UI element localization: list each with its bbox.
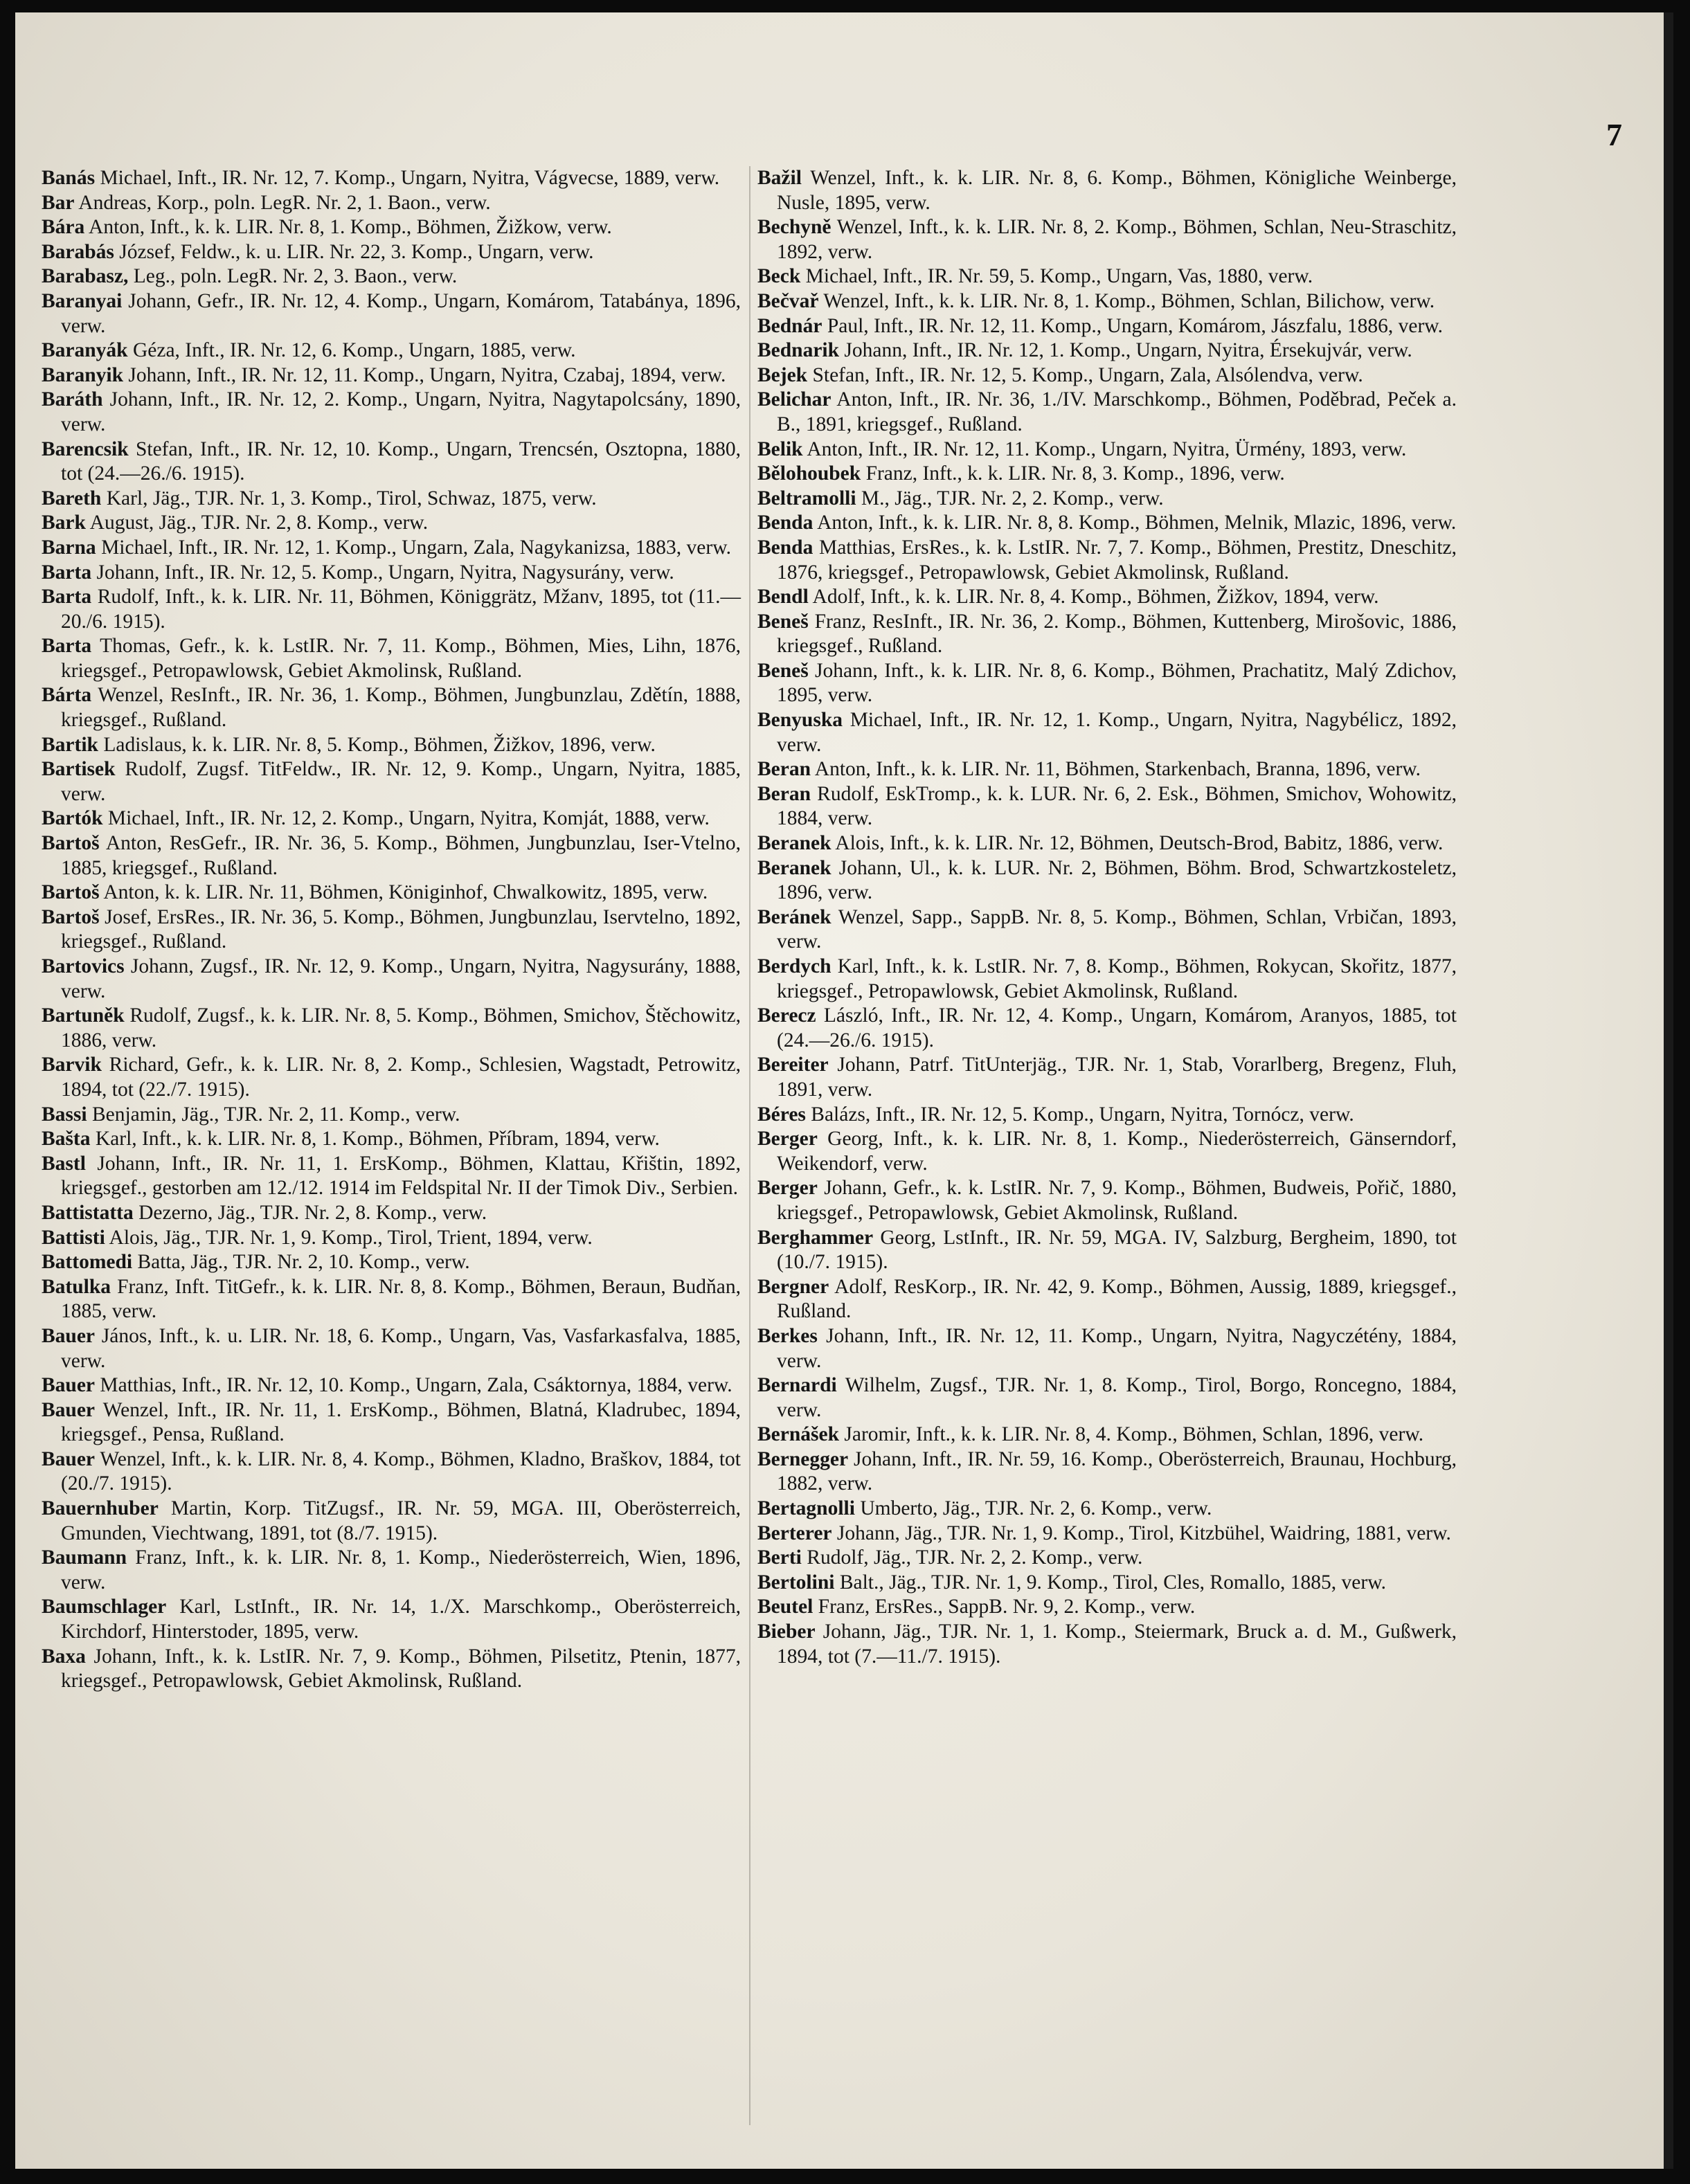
entry-details: Johann, Inft., IR. Nr. 59, 16. Komp., Oberösterreich, Braunau, Hochburg, 1882, verw. bbox=[777, 1447, 1457, 1495]
entry-details: Dezerno, Jäg., TJR. Nr. 2, 8. Komp., verw. bbox=[133, 1201, 487, 1224]
left-column bbox=[42, 166, 741, 1694]
entry-surname: Beránek bbox=[757, 905, 831, 928]
entry-surname: Bartuněk bbox=[42, 1004, 125, 1027]
entry-details: Stefan, Inft., IR. Nr. 12, 10. Komp., Ungarn, Trencsén, Osztopna, 1880, tot (24.—26./6. 1915). bbox=[61, 437, 741, 485]
list-entry bbox=[757, 215, 1457, 264]
entry-surname: Bednár bbox=[757, 314, 822, 337]
entry-details: Johann, Inft., k. k. LIR. Nr. 8, 6. Komp., Böhmen, Prachatitz, Malý Zdichov, 1895, verw. bbox=[777, 659, 1457, 707]
list-entry bbox=[42, 1497, 741, 1546]
list-entry bbox=[757, 1595, 1457, 1620]
list-entry bbox=[757, 1571, 1457, 1596]
entry-details: Johann, Inft., IR. Nr. 12, 11. Komp., Ungarn, Nyitra, Nagyczétény, 1884, verw. bbox=[777, 1324, 1457, 1372]
entry-details: Rudolf, Inft., k. k. LIR. Nr. 11, Böhmen, Königgrätz, Mžanv, 1895, tot (11.—20./6. 1915). bbox=[61, 586, 741, 633]
list-entry bbox=[757, 264, 1457, 289]
entry-details: Wenzel, Sapp., SappB. Nr. 8, 5. Komp., Böhmen, Schlan, Vrbičan, 1893, verw. bbox=[777, 905, 1457, 953]
entry-details: Josef, ErsRes., IR. Nr. 36, 5. Komp., Böhmen, Jungbunzlau, Iservtelno, 1892, kriegsgef., Rußland. bbox=[61, 905, 741, 953]
list-entry bbox=[757, 1226, 1457, 1275]
entry-surname: Bartoš bbox=[42, 905, 100, 928]
entry-surname: Bassi bbox=[42, 1103, 87, 1126]
list-entry bbox=[757, 487, 1457, 512]
entry-details: Andreas, Korp., poln. LegR. Nr. 2, 1. Baon., verw. bbox=[74, 191, 491, 214]
entry-details: Michael, Inft., IR. Nr. 12, 1. Komp., Ungarn, Nyitra, Nagybélicz, 1892, verw. bbox=[777, 709, 1457, 756]
list-entry bbox=[42, 191, 741, 216]
entry-surname: Beranek bbox=[757, 856, 831, 879]
entry-surname: Belik bbox=[757, 437, 803, 460]
list-entry bbox=[42, 1004, 741, 1053]
list-entry bbox=[42, 339, 741, 363]
entry-surname: Bieber bbox=[757, 1621, 816, 1643]
list-entry bbox=[757, 511, 1457, 536]
entry-details: Thomas, Gefr., k. k. LstIR. Nr. 7, 11. Komp., Böhmen, Mies, Lihn, 1876, kriegsgef., Petropawlowsk, Gebiet Akmolinsk, Rußland. bbox=[61, 635, 741, 682]
list-entry bbox=[42, 1373, 741, 1398]
list-entry bbox=[42, 511, 741, 536]
entry-details: Alois, Inft., k. k. LIR. Nr. 12, Böhmen, Deutsch-Brod, Babitz, 1886, verw. bbox=[831, 832, 1444, 855]
entry-details: Jaromir, Inft., k. k. LIR. Nr. 8, 4. Komp., Böhmen, Schlan, 1896, verw. bbox=[839, 1423, 1424, 1446]
list-entry bbox=[757, 314, 1457, 339]
entry-details: Wilhelm, Zugsf., TJR. Nr. 1, 8. Komp., Tirol, Borgo, Roncegno, 1884, verw. bbox=[777, 1374, 1457, 1421]
entry-surname: Baranyik bbox=[42, 363, 124, 386]
entry-details: Franz, Inft., k. k. LIR. Nr. 8, 3. Komp., 1896, verw. bbox=[861, 462, 1285, 485]
entry-surname: Bernášek bbox=[757, 1423, 839, 1446]
entry-details: Johann, Patrf. TitUnterjäg., TJR. Nr. 1, Stab, Vorarlberg, Bregenz, Fluh, 1891, verw. bbox=[777, 1054, 1457, 1101]
entry-surname: Berdych bbox=[757, 955, 831, 977]
entry-surname: Beltramolli bbox=[757, 487, 856, 509]
list-entry bbox=[757, 1004, 1457, 1053]
list-entry bbox=[42, 1398, 741, 1447]
page-number: 7 bbox=[1606, 117, 1622, 152]
entry-surname: Benda bbox=[757, 512, 813, 534]
entry-surname: Barabás bbox=[42, 240, 114, 263]
entry-details: Johann, Inft., IR. Nr. 12, 2. Komp., Ungarn, Nyitra, Nagytapolcsány, 1890, verw. bbox=[61, 388, 741, 435]
entry-surname: Bartovics bbox=[42, 955, 125, 977]
list-entry bbox=[757, 166, 1457, 215]
entry-surname: Bastl bbox=[42, 1152, 86, 1175]
list-entry bbox=[42, 1152, 741, 1201]
entry-details: Georg, Inft., k. k. LIR. Nr. 8, 1. Komp., Niederösterreich, Gänserndorf, Weikendorf, verw. bbox=[777, 1128, 1457, 1175]
list-entry bbox=[757, 289, 1457, 314]
entry-details: Martin, Korp. TitZugsf., IR. Nr. 59, MGA. III, Oberösterreich, Gmunden, Viechtwang, 1891, tot (8./7. 1915). bbox=[61, 1497, 741, 1544]
entry-surname: Bernegger bbox=[757, 1447, 849, 1470]
entry-details: Ladislaus, k. k. LIR. Nr. 8, 5. Komp., Böhmen, Žižkov, 1896, verw. bbox=[98, 733, 656, 756]
list-entry bbox=[757, 388, 1457, 437]
entry-details: Rudolf, EskTromp., k. k. LUR. Nr. 6, 2. Esk., Böhmen, Smichov, Wohowitz, 1884, verw. bbox=[777, 782, 1457, 830]
entry-surname: Beck bbox=[757, 265, 801, 288]
entry-surname: Berghammer bbox=[757, 1226, 874, 1249]
list-entry bbox=[757, 1176, 1457, 1225]
list-entry bbox=[757, 708, 1457, 757]
entry-surname: Barta bbox=[42, 561, 92, 584]
entry-surname: Bečvař bbox=[757, 289, 819, 312]
list-entry bbox=[42, 1595, 741, 1644]
document-page bbox=[15, 12, 1673, 2169]
entry-details: Rudolf, Jäg., TJR. Nr. 2, 2. Komp., verw. bbox=[801, 1546, 1143, 1569]
entry-surname: Berterer bbox=[757, 1522, 832, 1544]
list-entry bbox=[757, 1053, 1457, 1102]
entry-surname: Bereiter bbox=[757, 1054, 829, 1076]
entry-details: Balázs, Inft., IR. Nr. 12, 5. Komp., Ungarn, Nyitra, Tornócz, verw. bbox=[805, 1103, 1354, 1126]
entry-surname: Barencsik bbox=[42, 437, 129, 460]
entry-details: Anton, Inft., k. k. LIR. Nr. 8, 8. Komp., Böhmen, Melnik, Mlazic, 1896, verw. bbox=[813, 512, 1457, 534]
list-entry bbox=[757, 905, 1457, 955]
entry-details: János, Inft., k. u. LIR. Nr. 18, 6. Komp., Ungarn, Vas, Vasfarkasfalva, 1885, verw. bbox=[61, 1324, 741, 1372]
entry-surname: Bejek bbox=[757, 363, 808, 386]
list-entry bbox=[42, 1103, 741, 1128]
entry-surname: Bergner bbox=[757, 1275, 829, 1298]
list-entry bbox=[42, 536, 741, 561]
entry-details: Wenzel, ResInft., IR. Nr. 36, 1. Komp., Böhmen, Jungbunzlau, Zdětín, 1888, kriegsgef., Rußland. bbox=[61, 684, 741, 732]
entry-details: József, Feldw., k. u. LIR. Nr. 22, 3. Komp., Ungarn, verw. bbox=[114, 240, 594, 263]
entry-details: Johann, Inft., k. k. LstIR. Nr. 7, 9. Komp., Böhmen, Pilsetitz, Ptenin, 1877, kriegsgef., Petropawlowsk, Gebiet Akmolinsk, Rußland. bbox=[61, 1645, 741, 1693]
entry-surname: Belichar bbox=[757, 388, 831, 411]
entry-surname: Bartók bbox=[42, 807, 103, 830]
list-entry bbox=[757, 1497, 1457, 1522]
list-entry bbox=[42, 1324, 741, 1373]
entry-details: Anton, k. k. LIR. Nr. 11, Böhmen, Königinhof, Chwalkowitz, 1895, verw. bbox=[99, 881, 708, 904]
entry-details: Wenzel, Inft., k. k. LIR. Nr. 8, 6. Komp., Böhmen, Königliche Weinberge, Nusle, 1895, verw. bbox=[777, 167, 1457, 214]
entry-surname: Bernardi bbox=[757, 1374, 837, 1397]
entry-surname: Bark bbox=[42, 512, 86, 534]
entry-surname: Beutel bbox=[757, 1596, 813, 1618]
entry-surname: Barta bbox=[42, 586, 92, 608]
list-entry bbox=[42, 585, 741, 634]
entry-details: Umberto, Jäg., TJR. Nr. 2, 6. Komp., verw. bbox=[854, 1497, 1212, 1520]
entry-surname: Battisti bbox=[42, 1226, 105, 1249]
entry-details: Wenzel, Inft., k. k. LIR. Nr. 8, 4. Komp., Böhmen, Kladno, Braškov, 1884, tot (20./7. 1915). bbox=[61, 1447, 741, 1495]
entry-surname: Beranek bbox=[757, 832, 831, 855]
list-entry bbox=[42, 1201, 741, 1226]
list-entry bbox=[42, 683, 741, 732]
list-entry bbox=[42, 437, 741, 487]
list-entry bbox=[42, 905, 741, 955]
entry-details: Johann, Ul., k. k. LUR. Nr. 2, Böhmen, Böhm. Brod, Schwartzkosteletz, 1896, verw. bbox=[777, 856, 1457, 904]
list-entry bbox=[757, 1620, 1457, 1669]
list-entry bbox=[757, 1103, 1457, 1128]
list-entry bbox=[42, 955, 741, 1004]
list-entry bbox=[42, 388, 741, 437]
entry-details: Anton, Inft., k. k. LIR. Nr. 8, 1. Komp., Böhmen, Žižkow, verw. bbox=[84, 216, 612, 239]
entry-details: Matthias, Inft., IR. Nr. 12, 10. Komp., Ungarn, Zala, Csáktornya, 1884, verw. bbox=[95, 1374, 732, 1397]
entry-surname: Bauer bbox=[42, 1324, 96, 1347]
entry-surname: Battomedi bbox=[42, 1251, 133, 1274]
list-entry bbox=[42, 733, 741, 758]
list-entry bbox=[42, 881, 741, 905]
entry-surname: Baumschlager bbox=[42, 1596, 167, 1618]
entry-details: Franz, ErsRes., SappB. Nr. 9, 2. Komp., verw. bbox=[813, 1596, 1196, 1618]
entry-surname: Berkes bbox=[757, 1324, 818, 1347]
entry-surname: Baranyák bbox=[42, 339, 128, 362]
entry-surname: Bašta bbox=[42, 1128, 91, 1150]
entry-surname: Bauer bbox=[42, 1374, 96, 1397]
list-entry bbox=[42, 831, 741, 881]
entry-surname: Benda bbox=[757, 536, 813, 559]
entry-surname: Batulka bbox=[42, 1275, 111, 1298]
entry-surname: Baxa bbox=[42, 1645, 86, 1668]
entry-surname: Bára bbox=[42, 216, 85, 239]
list-entry bbox=[42, 1447, 741, 1497]
entry-details: Adolf, Inft., k. k. LIR. Nr. 8, 4. Komp., Böhmen, Žižkov, 1894, verw. bbox=[808, 586, 1379, 608]
entry-surname: Baranyai bbox=[42, 289, 123, 312]
entry-surname: Barta bbox=[42, 635, 92, 658]
list-entry bbox=[757, 1522, 1457, 1546]
entry-surname: Berti bbox=[757, 1546, 802, 1569]
entry-details: Stefan, Inft., IR. Nr. 12, 5. Komp., Ungarn, Zala, Alsólendva, verw. bbox=[807, 363, 1363, 386]
entry-details: Johann, Gefr., IR. Nr. 12, 4. Komp., Ungarn, Komárom, Tatabánya, 1896, verw. bbox=[61, 289, 741, 337]
entry-details: Michael, Inft., IR. Nr. 12, 7. Komp., Ungarn, Nyitra, Vágvecse, 1889, verw. bbox=[95, 167, 720, 189]
entry-details: Karl, Inft., k. k. LstIR. Nr. 7, 8. Komp., Böhmen, Rokycan, Skořitz, 1877, kriegsgef., Petropawlowsk, Gebiet Akmolinsk, Rußland. bbox=[777, 955, 1457, 1002]
right-column bbox=[757, 166, 1457, 1669]
entry-surname: Bauer bbox=[42, 1447, 96, 1470]
entry-surname: Bělohoubek bbox=[757, 462, 861, 485]
entry-details: Leg., poln. LegR. Nr. 2, 3. Baon., verw. bbox=[128, 265, 458, 288]
entry-details: Johann, Zugsf., IR. Nr. 12, 9. Komp., Ungarn, Nyitra, Nagysurány, 1888, verw. bbox=[61, 955, 741, 1002]
list-entry bbox=[42, 1275, 741, 1324]
list-entry bbox=[757, 856, 1457, 905]
list-entry bbox=[757, 437, 1457, 462]
entry-details: Johann, Inft., IR. Nr. 12, 1. Komp., Ungarn, Nyitra, Érsekujvár, verw. bbox=[839, 339, 1412, 362]
entry-details: Paul, Inft., IR. Nr. 12, 11. Komp., Ungarn, Komárom, Jászfalu, 1886, verw. bbox=[822, 314, 1444, 337]
entry-surname: Beneš bbox=[757, 610, 809, 633]
entry-details: Balt., Jäg., TJR. Nr. 1, 9. Komp., Tirol, Cles, Romallo, 1885, verw. bbox=[834, 1571, 1386, 1594]
entry-details: Franz, ResInft., IR. Nr. 36, 2. Komp., Böhmen, Kuttenberg, Mirošovic, 1886, kriegsgef., Rußland. bbox=[777, 610, 1457, 658]
list-entry bbox=[42, 166, 741, 191]
entry-surname: Baráth bbox=[42, 388, 103, 411]
list-entry bbox=[757, 462, 1457, 487]
entry-surname: Bechyně bbox=[757, 216, 831, 239]
entry-details: Batta, Jäg., TJR. Nr. 2, 10. Komp., verw. bbox=[132, 1251, 470, 1274]
list-entry bbox=[757, 1324, 1457, 1373]
list-entry bbox=[757, 610, 1457, 659]
entry-surname: Bauernhuber bbox=[42, 1497, 159, 1520]
entry-details: Anton, Inft., IR. Nr. 36, 1./IV. Marschkomp., Böhmen, Poděbrad, Peček a. B., 1891, kriegsgef., Rußland. bbox=[777, 388, 1457, 435]
entry-details: Michael, Inft., IR. Nr. 59, 5. Komp., Ungarn, Vas, 1880, verw. bbox=[800, 265, 1313, 288]
entry-surname: Bartoš bbox=[42, 881, 100, 904]
entry-surname: Benyuska bbox=[757, 709, 843, 732]
entry-details: Johann, Inft., IR. Nr. 11, 1. ErsKomp., Böhmen, Klattau, Křištin, 1892, kriegsgef., gestorben am 12./12. 1914 im Feldspital Nr. II der Timok Div., Serbien. bbox=[61, 1152, 741, 1200]
list-entry bbox=[42, 289, 741, 339]
list-entry bbox=[42, 634, 741, 683]
entry-surname: Bertolini bbox=[757, 1571, 835, 1594]
list-entry bbox=[42, 215, 741, 240]
list-entry bbox=[42, 1226, 741, 1251]
entry-details: Karl, Inft., k. k. LIR. Nr. 8, 1. Komp., Böhmen, Příbram, 1894, verw. bbox=[90, 1128, 660, 1150]
list-entry bbox=[757, 1546, 1457, 1571]
list-entry bbox=[42, 1127, 741, 1152]
list-entry bbox=[42, 806, 741, 831]
list-entry bbox=[757, 659, 1457, 708]
entry-surname: Barvik bbox=[42, 1054, 102, 1076]
entry-details: Rudolf, Zugsf. TitFeldw., IR. Nr. 12, 9. Komp., Ungarn, Nyitra, 1885, verw. bbox=[61, 758, 741, 805]
entry-details: Georg, LstInft., IR. Nr. 59, MGA. IV, Salzburg, Bergheim, 1890, tot (10./7. 1915). bbox=[777, 1226, 1457, 1274]
list-entry bbox=[42, 561, 741, 586]
list-entry bbox=[757, 757, 1457, 782]
entry-surname: Bendl bbox=[757, 586, 809, 608]
list-entry bbox=[757, 1275, 1457, 1324]
list-entry bbox=[757, 955, 1457, 1004]
entry-details: Franz, Inft., k. k. LIR. Nr. 8, 1. Komp., Niederösterreich, Wien, 1896, verw. bbox=[61, 1546, 741, 1594]
entry-details: Johann, Gefr., k. k. LstIR. Nr. 7, 9. Komp., Böhmen, Budweis, Pořič, 1880, kriegsgef., Petropawlowsk, Gebiet Akmolinsk, Rußland. bbox=[777, 1177, 1457, 1224]
entry-surname: Bednarik bbox=[757, 339, 840, 362]
entry-surname: Bauer bbox=[42, 1398, 96, 1421]
entry-details: Franz, Inft. TitGefr., k. k. LIR. Nr. 8, 8. Komp., Böhmen, Beraun, Budňan, 1885, verw. bbox=[61, 1275, 741, 1323]
entry-details: Johann, Jäg., TJR. Nr. 1, 9. Komp., Tirol, Kitzbühel, Waidring, 1881, verw. bbox=[831, 1522, 1451, 1544]
entry-details: Benjamin, Jäg., TJR. Nr. 2, 11. Komp., verw. bbox=[87, 1103, 460, 1126]
column-divider bbox=[749, 166, 750, 2125]
entry-details: Michael, Inft., IR. Nr. 12, 1. Komp., Ungarn, Zala, Nagykanizsa, 1883, verw. bbox=[96, 536, 731, 559]
entry-details: M., Jäg., TJR. Nr. 2, 2. Komp., verw. bbox=[856, 487, 1164, 509]
entry-details: Anton, ResGefr., IR. Nr. 36, 5. Komp., Böhmen, Jungbunzlau, Iser-Vtelno, 1885, kriegsgef., Rußland. bbox=[61, 832, 741, 879]
list-entry bbox=[42, 264, 741, 289]
entry-details: Wenzel, Inft., IR. Nr. 11, 1. ErsKomp., Böhmen, Blatná, Kladrubec, 1894, kriegsgef., Pensa, Rußland. bbox=[61, 1398, 741, 1446]
entry-surname: Bárta bbox=[42, 684, 92, 707]
entry-surname: Barabasz, bbox=[42, 265, 129, 288]
entry-surname: Bareth bbox=[42, 487, 102, 509]
entry-surname: Battistatta bbox=[42, 1201, 134, 1224]
entry-surname: Beran bbox=[757, 782, 811, 805]
list-entry bbox=[757, 782, 1457, 831]
list-entry bbox=[42, 1645, 741, 1694]
entry-details: Karl, Jäg., TJR. Nr. 1, 3. Komp., Tirol, Schwaz, 1875, verw. bbox=[101, 487, 597, 509]
entry-surname: Beran bbox=[757, 758, 811, 781]
entry-surname: Beneš bbox=[757, 659, 809, 682]
list-entry bbox=[757, 1127, 1457, 1176]
entry-details: László, Inft., IR. Nr. 12, 4. Komp., Ungarn, Komárom, Aranyos, 1885, tot (24.—26./6. 1915). bbox=[777, 1004, 1457, 1052]
entry-surname: Béres bbox=[757, 1103, 806, 1126]
list-entry bbox=[42, 363, 741, 388]
entry-details: Wenzel, Inft., k. k. LIR. Nr. 8, 1. Komp., Böhmen, Schlan, Bilichow, verw. bbox=[818, 289, 1435, 312]
entry-surname: Berecz bbox=[757, 1004, 816, 1027]
entry-details: Karl, LstInft., IR. Nr. 14, 1./X. Marschkomp., Oberösterreich, Kirchdorf, Hinterstoder, 1895, verw. bbox=[61, 1596, 741, 1643]
entry-details: Alois, Jäg., TJR. Nr. 1, 9. Komp., Tirol, Trient, 1894, verw. bbox=[105, 1226, 593, 1249]
list-entry bbox=[42, 757, 741, 806]
list-entry bbox=[757, 1373, 1457, 1423]
entry-surname: Bertagnolli bbox=[757, 1497, 855, 1520]
entry-details: Richard, Gefr., k. k. LIR. Nr. 8, 2. Komp., Schlesien, Wagstadt, Petrowitz, 1894, tot (22./7. 1915). bbox=[61, 1054, 741, 1101]
entry-surname: Banás bbox=[42, 167, 96, 189]
list-entry bbox=[42, 487, 741, 512]
entry-surname: Bažil bbox=[757, 167, 802, 189]
entry-surname: Bartoš bbox=[42, 832, 100, 855]
list-entry bbox=[757, 585, 1457, 610]
entry-surname: Baumann bbox=[42, 1546, 127, 1569]
entry-details: Johann, Jäg., TJR. Nr. 1, 1. Komp., Steiermark, Bruck a. d. M., Gußwerk, 1894, tot (7.—11./7. 1915). bbox=[777, 1621, 1457, 1668]
entry-details: August, Jäg., TJR. Nr. 2, 8. Komp., verw. bbox=[85, 512, 429, 534]
list-entry bbox=[757, 1447, 1457, 1497]
list-entry bbox=[757, 363, 1457, 388]
list-entry bbox=[42, 240, 741, 265]
entry-surname: Barna bbox=[42, 536, 96, 559]
entry-details: Anton, Inft., IR. Nr. 12, 11. Komp., Ungarn, Nyitra, Ürmény, 1893, verw. bbox=[802, 437, 1407, 460]
list-entry bbox=[42, 1250, 741, 1275]
entry-surname: Bar bbox=[42, 191, 75, 214]
list-entry bbox=[757, 536, 1457, 585]
entry-details: Johann, Inft., IR. Nr. 12, 5. Komp., Ungarn, Nyitra, Nagysurány, verw. bbox=[91, 561, 674, 584]
entry-surname: Bartisek bbox=[42, 758, 116, 781]
list-entry bbox=[757, 831, 1457, 856]
entry-details: Rudolf, Zugsf., k. k. LIR. Nr. 8, 5. Komp., Böhmen, Smichov, Štěchowitz, 1886, verw. bbox=[61, 1004, 741, 1052]
list-entry bbox=[42, 1546, 741, 1595]
entry-surname: Berger bbox=[757, 1128, 818, 1150]
entry-details: Johann, Inft., IR. Nr. 12, 11. Komp., Ungarn, Nyitra, Czabaj, 1894, verw. bbox=[123, 363, 726, 386]
entry-surname: Berger bbox=[757, 1177, 818, 1200]
list-entry bbox=[757, 339, 1457, 363]
entry-details: Anton, Inft., k. k. LIR. Nr. 11, Böhmen, Starkenbach, Branna, 1896, verw. bbox=[811, 758, 1421, 781]
entry-details: Matthias, ErsRes., k. k. LstIR. Nr. 7, 7. Komp., Böhmen, Prestitz, Dneschitz, 1876, kriegsgef., Petropawlowsk, Gebiet Akmolinsk, Rußland. bbox=[777, 536, 1457, 584]
entry-details: Adolf, ResKorp., IR. Nr. 42, 9. Komp., Böhmen, Aussig, 1889, kriegsgef., Rußland. bbox=[777, 1275, 1457, 1323]
entry-surname: Bartik bbox=[42, 733, 98, 756]
list-entry bbox=[42, 1053, 741, 1102]
entry-details: Michael, Inft., IR. Nr. 12, 2. Komp., Ungarn, Nyitra, Komját, 1888, verw. bbox=[102, 807, 710, 830]
entry-details: Wenzel, Inft., k. k. LIR. Nr. 8, 2. Komp., Böhmen, Schlan, Neu-Straschitz, 1892, verw. bbox=[777, 216, 1457, 263]
entry-details: Géza, Inft., IR. Nr. 12, 6. Komp., Ungarn, 1885, verw. bbox=[127, 339, 576, 362]
list-entry bbox=[757, 1423, 1457, 1447]
